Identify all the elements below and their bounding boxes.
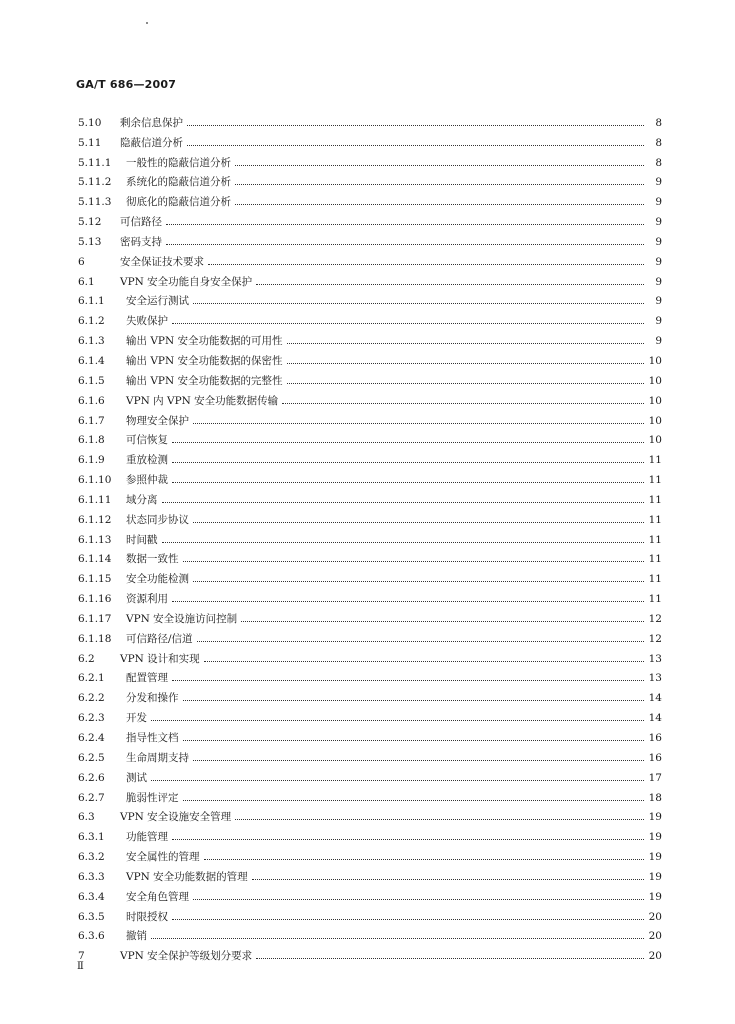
toc-entry-number: 6.2.6 xyxy=(78,771,105,784)
toc-entry-page: 9 xyxy=(655,196,662,209)
dot-leader xyxy=(166,223,644,225)
toc-entry-title: 系统化的隐蔽信道分析 xyxy=(126,176,231,189)
dot-leader xyxy=(162,541,645,543)
toc-entry-title: 失败保护 xyxy=(126,315,168,328)
toc-entry[interactable] xyxy=(78,169,662,189)
toc-entry[interactable] xyxy=(78,942,662,962)
toc-entry-page: 10 xyxy=(648,434,662,447)
dot-leader xyxy=(204,660,644,662)
toc-entry-number: 5.10 xyxy=(78,116,102,129)
toc-entry[interactable] xyxy=(78,307,662,327)
dot-leader xyxy=(235,203,644,205)
toc-entry-number: 6.2.5 xyxy=(78,751,105,764)
toc-entry-page: 9 xyxy=(655,295,662,308)
toc-entry-title: 输出 VPN 安全功能数据的可用性 xyxy=(126,335,283,348)
toc-entry-number: 6.1.11 xyxy=(78,493,112,506)
dot-leader xyxy=(172,481,644,483)
toc-entry-number: 6.1.4 xyxy=(78,354,105,367)
toc-entry-number: 6.3.2 xyxy=(78,851,105,864)
toc-entry-page: 9 xyxy=(655,176,662,189)
toc-entry-page: 11 xyxy=(648,513,662,526)
dot-leader xyxy=(193,521,644,523)
toc-entry[interactable] xyxy=(78,327,662,347)
toc-entry-title: 数据一致性 xyxy=(126,553,179,566)
toc-entry-number: 6.3.6 xyxy=(78,930,105,943)
toc-entry[interactable] xyxy=(78,704,662,724)
toc-entry-title: 剩余信息保护 xyxy=(120,116,183,129)
dot-leader xyxy=(187,124,644,126)
toc-entry-page: 8 xyxy=(655,156,662,169)
toc-entry[interactable] xyxy=(78,486,662,506)
toc-entry-number: 6.2.3 xyxy=(78,712,105,725)
toc-entry-title: 隐蔽信道分析 xyxy=(120,136,183,149)
table-of-contents xyxy=(78,109,662,962)
dot-leader xyxy=(287,342,644,344)
toc-entry-page: 20 xyxy=(648,930,662,943)
toc-entry-number: 6.2 xyxy=(78,652,95,665)
toc-entry-title: 可信恢复 xyxy=(126,434,168,447)
dot-leader xyxy=(151,937,644,939)
toc-entry-title: VPN 内 VPN 安全功能数据传输 xyxy=(126,394,279,407)
toc-entry-page: 10 xyxy=(648,354,662,367)
toc-entry-title: 分发和操作 xyxy=(126,692,179,705)
toc-entry[interactable] xyxy=(78,565,662,585)
toc-entry-title: 配置管理 xyxy=(126,672,168,685)
dot-leader xyxy=(187,144,644,146)
toc-entry-page: 10 xyxy=(648,394,662,407)
toc-entry-page: 19 xyxy=(648,811,662,824)
toc-entry-page: 10 xyxy=(648,374,662,387)
toc-entry-number: 6.1.17 xyxy=(78,612,112,625)
toc-entry-title: 测试 xyxy=(126,771,147,784)
toc-entry-title: VPN 安全设施安全管理 xyxy=(120,811,232,824)
toc-entry-page: 11 xyxy=(648,593,662,606)
toc-entry-title: VPN 安全功能数据的管理 xyxy=(126,870,248,883)
toc-entry[interactable] xyxy=(78,129,662,149)
toc-entry[interactable] xyxy=(78,843,662,863)
toc-entry[interactable] xyxy=(78,526,662,546)
toc-entry-number: 6.2.2 xyxy=(78,692,105,705)
toc-entry-title: 安全保证技术要求 xyxy=(120,255,204,268)
dot-leader xyxy=(287,382,644,384)
toc-entry-title: 安全功能检测 xyxy=(126,573,189,586)
toc-entry-page: 13 xyxy=(648,652,662,665)
toc-entry-title: 物理安全保护 xyxy=(126,414,189,427)
toc-entry-number: 6.1.5 xyxy=(78,374,105,387)
toc-entry-title: 状态同步协议 xyxy=(126,513,189,526)
toc-entry-number: 6.1.10 xyxy=(78,474,112,487)
toc-entry-number: 5.13 xyxy=(78,235,102,248)
toc-entry-title: 可信路径/信道 xyxy=(126,632,193,645)
toc-entry[interactable] xyxy=(78,228,662,248)
toc-entry[interactable] xyxy=(78,248,662,268)
dot-leader xyxy=(208,263,644,265)
toc-entry[interactable] xyxy=(78,645,662,665)
dot-leader xyxy=(183,560,645,562)
toc-entry-page: 20 xyxy=(648,910,662,923)
toc-entry-page: 16 xyxy=(648,751,662,764)
toc-entry-title: VPN 设计和实现 xyxy=(120,652,200,665)
dot-leader xyxy=(193,422,644,424)
dot-leader xyxy=(151,779,644,781)
toc-entry-number: 6.1.14 xyxy=(78,553,112,566)
toc-entry-number: 6.3.3 xyxy=(78,870,105,883)
toc-entry-page: 18 xyxy=(648,791,662,804)
standard-code-header: GA/T 686—2007 xyxy=(76,78,177,91)
toc-entry[interactable] xyxy=(78,188,662,208)
toc-entry-page: 14 xyxy=(648,712,662,725)
toc-entry-number: 6.1.3 xyxy=(78,335,105,348)
toc-entry-title: 输出 VPN 安全功能数据的保密性 xyxy=(126,354,283,367)
toc-entry-page: 9 xyxy=(655,255,662,268)
toc-entry-number: 6.1.18 xyxy=(78,632,112,645)
dot-leader xyxy=(287,362,644,364)
toc-entry-number: 6.3.4 xyxy=(78,890,105,903)
toc-entry[interactable] xyxy=(78,684,662,704)
toc-entry-number: 6.3.1 xyxy=(78,831,105,844)
page-number-footer: Ⅱ xyxy=(77,961,84,972)
toc-entry[interactable] xyxy=(78,427,662,447)
toc-entry[interactable] xyxy=(78,605,662,625)
dot-leader xyxy=(193,759,644,761)
toc-entry-title: 生命周期支持 xyxy=(126,751,189,764)
toc-entry-page: 11 xyxy=(648,454,662,467)
dot-leader xyxy=(151,719,644,721)
toc-entry-page: 14 xyxy=(648,692,662,705)
toc-entry-title: 安全角色管理 xyxy=(126,890,189,903)
toc-entry-title: 撤销 xyxy=(126,930,147,943)
dot-leader xyxy=(204,858,645,860)
toc-entry-page: 19 xyxy=(648,870,662,883)
toc-entry-number: 6.1.12 xyxy=(78,513,112,526)
dot-leader xyxy=(256,283,644,285)
toc-entry-title: 时限授权 xyxy=(126,910,168,923)
toc-entry-page: 12 xyxy=(648,612,662,625)
toc-entry-page: 9 xyxy=(655,335,662,348)
toc-entry[interactable] xyxy=(78,724,662,744)
toc-entry-title: 脆弱性评定 xyxy=(126,791,179,804)
toc-entry-page: 9 xyxy=(655,235,662,248)
toc-entry-page: 11 xyxy=(648,493,662,506)
toc-entry-page: 11 xyxy=(648,474,662,487)
toc-entry-number: 6.1 xyxy=(78,275,95,288)
toc-entry-title: 指导性文档 xyxy=(126,732,179,744)
toc-entry[interactable] xyxy=(78,585,662,605)
toc-entry-page: 9 xyxy=(655,216,662,229)
dot-leader xyxy=(193,302,644,304)
dot-leader xyxy=(172,838,644,840)
toc-entry-page: 19 xyxy=(648,831,662,844)
dot-leader xyxy=(193,898,644,900)
toc-entry-number: 6.3.5 xyxy=(78,910,105,923)
toc-entry[interactable] xyxy=(78,149,662,169)
toc-entry-title: 资源利用 xyxy=(126,593,168,606)
toc-entry[interactable] xyxy=(78,764,662,784)
toc-entry-number: 5.12 xyxy=(78,216,102,229)
toc-entry-number: 5.11.2 xyxy=(78,176,112,189)
toc-entry[interactable] xyxy=(78,506,662,526)
toc-entry-page: 11 xyxy=(648,533,662,546)
toc-entry[interactable] xyxy=(78,268,662,288)
dot-leader xyxy=(197,640,644,642)
toc-entry-number: 6.2.1 xyxy=(78,672,105,685)
toc-entry-number: 6.1.7 xyxy=(78,414,105,427)
toc-entry-page: 10 xyxy=(648,414,662,427)
toc-entry-page: 17 xyxy=(648,771,662,784)
toc-entry[interactable] xyxy=(78,466,662,486)
toc-entry[interactable] xyxy=(78,288,662,308)
toc-entry-number: 6.1.13 xyxy=(78,533,112,546)
toc-entry[interactable] xyxy=(78,823,662,843)
dot-leader xyxy=(172,322,644,324)
toc-entry[interactable] xyxy=(78,784,662,804)
toc-entry-page: 12 xyxy=(648,632,662,645)
toc-entry-title: 时间戳 xyxy=(126,533,158,546)
toc-entry-title: 一般性的隐蔽信道分析 xyxy=(126,156,231,169)
toc-entry-number: 5.11.1 xyxy=(78,156,112,169)
toc-entry[interactable] xyxy=(78,744,662,764)
toc-entry-title: 功能管理 xyxy=(126,831,168,844)
dot-leader xyxy=(172,679,644,681)
toc-entry-page: 8 xyxy=(655,116,662,129)
dot-leader xyxy=(282,402,644,404)
toc-entry[interactable] xyxy=(78,387,662,407)
toc-entry[interactable] xyxy=(78,903,662,923)
toc-entry-page: 11 xyxy=(648,553,662,566)
toc-entry-number: 7 xyxy=(78,950,85,963)
toc-entry-page: 19 xyxy=(648,851,662,864)
toc-entry-page: 20 xyxy=(648,950,662,963)
toc-entry-number: 6.1.15 xyxy=(78,573,112,586)
toc-entry[interactable] xyxy=(78,208,662,228)
toc-entry-number: 6.1.16 xyxy=(78,593,112,606)
toc-entry[interactable] xyxy=(78,863,662,883)
dot-leader xyxy=(172,600,644,602)
toc-entry-title: VPN 安全保护等级划分要求 xyxy=(120,950,253,963)
toc-entry-number: 5.11.3 xyxy=(78,196,112,209)
toc-entry[interactable] xyxy=(78,625,662,645)
dot-leader xyxy=(166,243,644,245)
dot-leader xyxy=(172,441,644,443)
toc-entry-title: 开发 xyxy=(126,712,147,725)
toc-entry-page: 11 xyxy=(648,573,662,586)
toc-entry[interactable] xyxy=(78,883,662,903)
toc-entry-number: 6 xyxy=(78,255,85,268)
toc-entry[interactable] xyxy=(78,665,662,685)
toc-entry-number: 6.3 xyxy=(78,811,95,824)
toc-entry-number: 5.11 xyxy=(78,136,102,149)
toc-entry-number: 6.1.1 xyxy=(78,295,105,308)
toc-entry[interactable] xyxy=(78,367,662,387)
toc-entry[interactable] xyxy=(78,109,662,129)
toc-entry[interactable] xyxy=(78,923,662,943)
dot-leader xyxy=(235,183,644,185)
toc-entry-page: 9 xyxy=(655,315,662,328)
dot-leader xyxy=(235,164,644,166)
dot-leader xyxy=(252,878,644,880)
dot-leader xyxy=(172,461,644,463)
toc-entry[interactable] xyxy=(78,446,662,466)
toc-entry-number: 6.1.9 xyxy=(78,454,105,467)
toc-entry-page: 8 xyxy=(655,136,662,149)
toc-entry-number: 6.2.7 xyxy=(78,791,105,804)
toc-entry-title: 输出 VPN 安全功能数据的完整性 xyxy=(126,374,283,387)
toc-entry-title: 重放检测 xyxy=(126,454,168,467)
toc-entry-number: 6.1.8 xyxy=(78,434,105,447)
toc-entry-title: 安全运行测试 xyxy=(126,295,189,308)
dot-leader xyxy=(183,799,645,801)
toc-entry-title: 彻底化的隐蔽信道分析 xyxy=(126,196,231,209)
toc-entry-title: 可信路径 xyxy=(120,216,162,229)
toc-entry-title: 密码支持 xyxy=(120,235,162,248)
toc-entry[interactable] xyxy=(78,347,662,367)
toc-entry-page: 13 xyxy=(648,672,662,685)
toc-entry[interactable] xyxy=(78,407,662,427)
toc-entry-title: 参照仲裁 xyxy=(126,474,168,487)
dot-leader xyxy=(162,501,645,503)
toc-entry-title: VPN 安全设施访问控制 xyxy=(126,612,238,625)
dot-leader xyxy=(241,620,644,622)
dot-leader xyxy=(193,580,644,582)
dot-leader xyxy=(172,918,644,920)
dot-leader xyxy=(183,699,645,701)
toc-entry[interactable] xyxy=(78,804,662,824)
toc-entry-number: 6.1.2 xyxy=(78,315,105,328)
toc-entry-title: 域分离 xyxy=(126,493,158,506)
toc-entry-page: 9 xyxy=(655,275,662,288)
dot-leader xyxy=(256,957,644,959)
toc-entry-number: 6.2.4 xyxy=(78,732,105,744)
dot-leader xyxy=(183,739,645,741)
toc-entry-number: 6.1.6 xyxy=(78,394,105,407)
toc-entry-title: 安全属性的管理 xyxy=(126,851,200,864)
toc-entry-page: 19 xyxy=(648,890,662,903)
scan-speck xyxy=(146,22,148,24)
toc-entry[interactable] xyxy=(78,546,662,566)
toc-entry-page: 16 xyxy=(648,732,662,744)
dot-leader xyxy=(235,818,644,820)
toc-entry-title: VPN 安全功能自身安全保护 xyxy=(120,275,253,288)
